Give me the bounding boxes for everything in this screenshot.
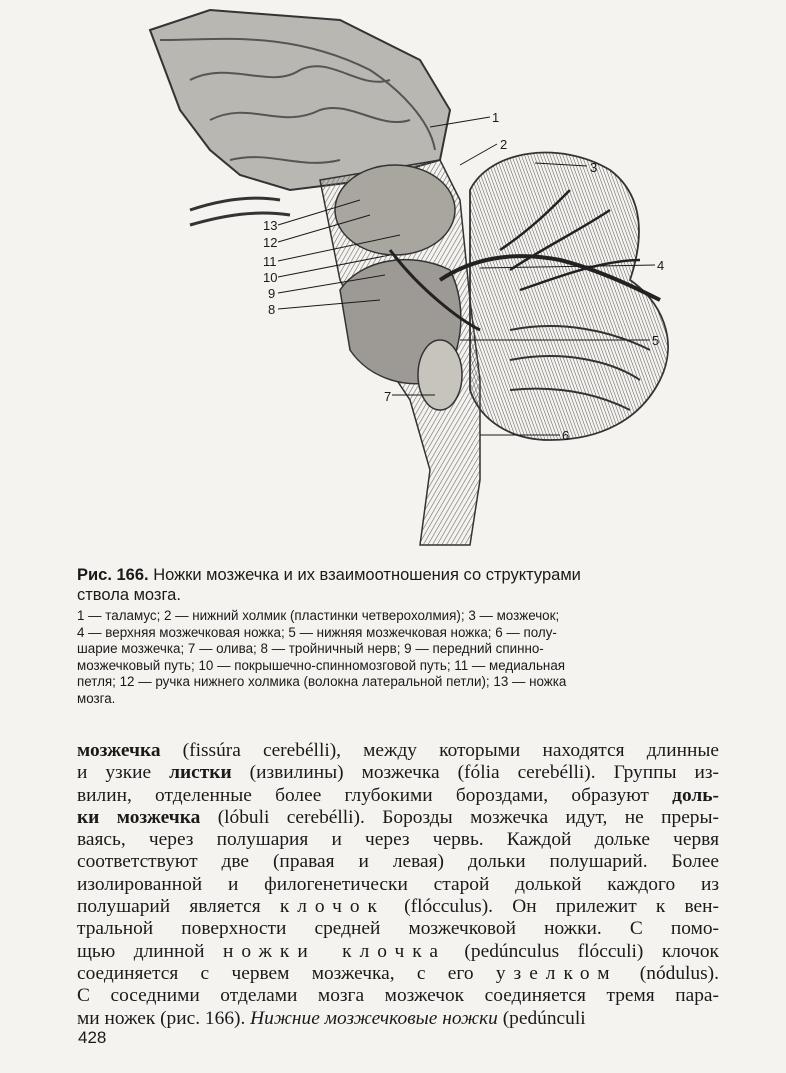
caption-title-line-2: ствола мозга. bbox=[77, 586, 181, 604]
cerebellum bbox=[470, 153, 668, 440]
callout-9: 9 bbox=[268, 286, 276, 301]
body-paragraph bbox=[77, 740, 719, 1030]
text-run: и узкие bbox=[77, 762, 170, 784]
text-line: ваясь, через полушария и через червь. Каждой дольке червя bbox=[77, 829, 719, 851]
text-run: ми ножек (рис. 166). bbox=[77, 1007, 251, 1029]
term-italic: Нижние мозжечковые ножки bbox=[250, 1007, 498, 1029]
text-run: (nódulus). bbox=[617, 962, 719, 984]
callout-8: 8 bbox=[268, 302, 276, 317]
text-run: (pedúnculus flócculi) клочок bbox=[445, 940, 719, 962]
text-run: щью длинной bbox=[77, 940, 223, 962]
callout-12: 12 bbox=[263, 235, 278, 250]
callout-11: 11 bbox=[263, 254, 277, 269]
brainstem-cerebellum-illustration bbox=[40, 0, 780, 560]
term-bold: мозжечка bbox=[77, 740, 161, 761]
text-run: (fissúra cerebélli), между которыми находятся длинные bbox=[160, 740, 719, 761]
text-run: (извилины) мозжечка (fólia cerebélli). Группы из- bbox=[231, 762, 719, 784]
text-line: соответствуют две (правая и левая) дольки полушарий. Более bbox=[77, 851, 719, 873]
term-spaced: клочок bbox=[279, 896, 385, 918]
legend-line: 1 — таламус; 2 — нижний холмик (пластинки четверохолмия); 3 — мозжечок; bbox=[77, 608, 560, 623]
term-bold: ки мозжечка bbox=[77, 806, 201, 828]
callout-6: 6 bbox=[562, 428, 570, 443]
text-run: (pedúnculi bbox=[497, 1007, 586, 1029]
legend-line: 4 — верхняя мозжечковая ножка; 5 — нижняя мозжечковая ножка; 6 — полу- bbox=[77, 624, 557, 640]
text-run: (flócculus). Он прилежит к вен- bbox=[384, 896, 720, 918]
callout-10: 10 bbox=[263, 270, 278, 285]
callout-4: 4 bbox=[657, 258, 665, 273]
text-run: полушарий является bbox=[77, 896, 280, 918]
legend-line: мозжечковый путь; 10 — покрышечно-спинномозговой путь; 11 — медиальная bbox=[77, 657, 566, 673]
text-line: С соседними отделами мозга мозжечок соединяется тремя пара- bbox=[77, 985, 719, 1007]
figure-caption-title bbox=[77, 565, 757, 605]
figure-label: Рис. 166. bbox=[77, 566, 149, 584]
callout-5: 5 bbox=[652, 333, 660, 348]
caption-title-line-1: Ножки мозжечка и их взаимоотношения со структурами bbox=[153, 566, 581, 584]
legend-line: шарие мозжечка; 7 — олива; 8 — тройничный нерв; 9 — передний спинно- bbox=[77, 641, 544, 657]
callout-13: 13 bbox=[263, 218, 278, 233]
text-line: тральной поверхности средней мозжечковой ножки. С помо- bbox=[77, 918, 719, 940]
callout-1: 1 bbox=[492, 110, 500, 125]
term-spaced: узелком bbox=[495, 962, 618, 984]
figure-legend bbox=[77, 608, 722, 708]
legend-line: петля; 12 — ручка нижнего холмика (волокна латеральной петли); 13 — ножка bbox=[77, 674, 567, 690]
page-number: 428 bbox=[78, 1028, 107, 1047]
text-line: изолированной и филогенетически старой долькой каждого из bbox=[77, 873, 719, 895]
term-spaced: ножки клочка bbox=[222, 940, 446, 962]
text-run: соединяется с червем мозжечка, с его bbox=[77, 962, 496, 984]
callout-7: 7 bbox=[384, 389, 392, 404]
text-run: вилин, отделенные более глубокими бороздами, образуют bbox=[77, 784, 673, 806]
callout-3: 3 bbox=[590, 160, 598, 175]
text-run: (lóbuli cerebélli). Борозды мозжечка идут, не преры- bbox=[200, 806, 719, 828]
callout-2: 2 bbox=[500, 137, 508, 152]
term-bold: листки bbox=[169, 762, 232, 784]
term-bold: доль- bbox=[672, 784, 719, 806]
legend-line: мозга. bbox=[77, 690, 116, 706]
